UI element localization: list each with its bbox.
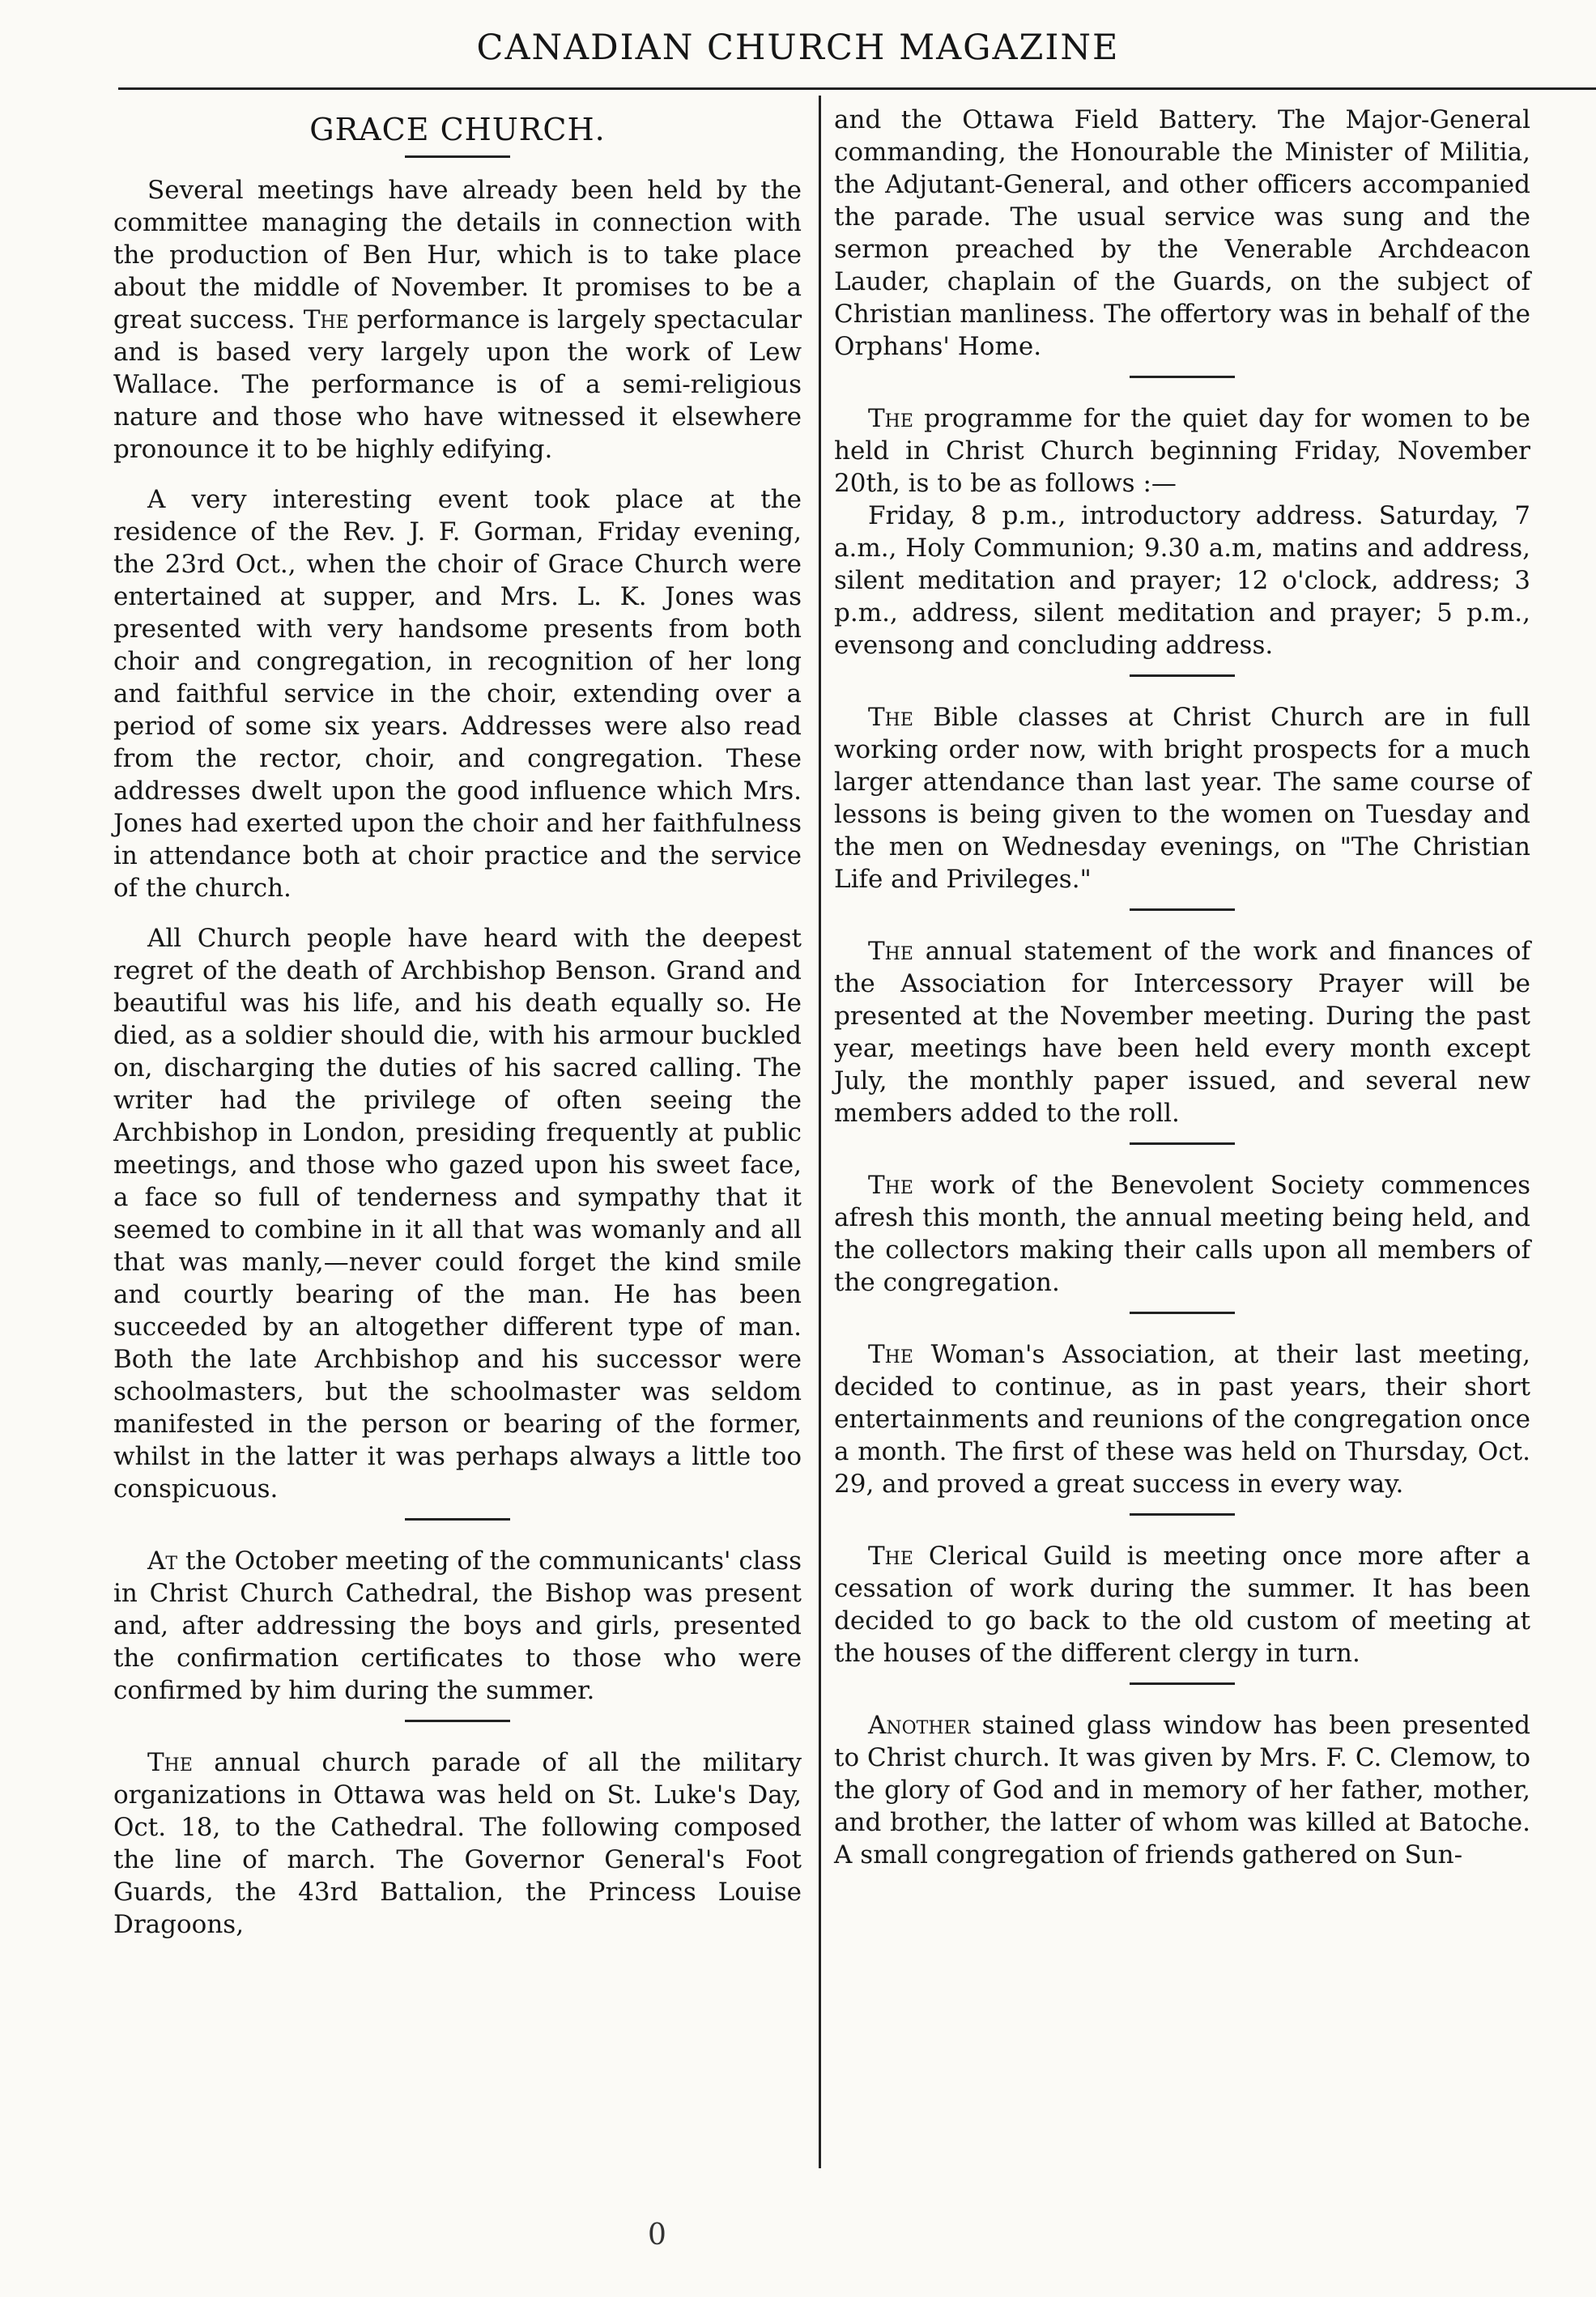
separator bbox=[1130, 674, 1235, 677]
paragraph-benevolent-society: The work of the Benevolent Society commences afresh this month, the annual meeting being held, and the collectors making their calls upon all members of the congregation. bbox=[834, 1171, 1530, 1297]
folio-mark: 0 bbox=[648, 2218, 666, 2252]
separator bbox=[1130, 376, 1235, 378]
right-column bbox=[834, 104, 1530, 1871]
masthead: CANADIAN CHURCH MAGAZINE bbox=[476, 28, 1120, 68]
section-title: GRACE CHURCH. bbox=[309, 112, 606, 147]
paragraph-church-parade: The annual church parade of all the military organizations in Ottawa was held on St. Luke's Day, Oct. 18, to the Cathedral. The following composed the line of march. The Governor General's Foot Guards, the 43rd Battalion, the Princess Louise Dragoons, bbox=[113, 1747, 802, 1939]
separator bbox=[1130, 1682, 1235, 1685]
paragraph-clerical-guild: The Clerical Guild is meeting once more after a cessation of work during the summer. It has been decided to go back to the old custom of meeting at the houses of the different clergy in turn. bbox=[834, 1542, 1530, 1668]
paragraph-quiet-day-schedule: Friday, 8 p.m., introductory address. Saturday, 7 a.m., Holy Communion; 9.30 a.m, matins and address, silent meditation and prayer; 12 o'clock, address; 3 p.m., address, silent meditation and prayer; 5 p.m., evensong and concluding address. bbox=[834, 501, 1530, 660]
separator bbox=[1130, 1142, 1235, 1145]
paragraph-communicants-class: At the October meeting of the communicants' class in Christ Church Cathedral, the Bishop was present and, after addressing the boys and girls, presented the confirmation certificates to those who were confirmed by him during the summer. bbox=[113, 1546, 802, 1705]
paragraph-choir-supper: A very interesting event took place at the residence of the Rev. J. F. Gorman, Friday evening, the 23rd Oct., when the choir of Grace Church were entertained at supper, and Mrs. L. K. Jones was presented with very handsome presents from both choir and congregation, in recognition of her long and faithful service in the choir, extending over a period of some six years. Addresses were also read from the rector, choir, and congregation. These addresses dwelt upon the good influence which Mrs. Jones had exerted upon the choir and her faithfulness in attendance both at choir practice and the service of the church. bbox=[113, 484, 802, 903]
separator bbox=[1130, 1312, 1235, 1314]
separator bbox=[405, 1720, 510, 1722]
paragraph-ben-hur: Several meetings have already been held by the committee managing the details in connection with the production of Ben Hur, which is to take place about the middle of November. It promises to be a great success. The performance is largely spectacular and is based very largely upon the work of Lew Wallace. The performance is of a semi-religious nature and those who have witnessed it elsewhere pronounce it to be highly edifying. bbox=[113, 175, 802, 464]
paragraph-parade-continued: and the Ottawa Field Battery. The Major-General commanding, the Honourable the Minister of Militia, the Adjutant-General, and other officers accompanied the parade. The usual service was sung and the sermon preached by the Venerable Archdeacon Lauder, chaplain of the Guards, on the subject of Christian manliness. The offertory was in behalf of the Orphans' Home. bbox=[834, 105, 1530, 361]
paragraph-bible-classes: The Bible classes at Christ Church are in full working order now, with bright prospects for a much larger attendance than last year. The same course of lessons is being given to the women on Tuesday and the men on Wednesday evenings, on "The Christian Life and Privileges." bbox=[834, 703, 1530, 894]
paragraph-quiet-day: The programme for the quiet day for women to be held in Christ Church beginning Friday, November 20th, is to be as follows :— bbox=[834, 404, 1530, 498]
paragraph-intercessory-prayer: The annual statement of the work and finances of the Association for Intercessory Prayer will be presented at the November meeting. During the past year, meetings have been held every month except July, the monthly paper issued, and several new members added to the roll. bbox=[834, 937, 1530, 1128]
separator bbox=[1130, 1513, 1235, 1516]
paragraph-archbishop-benson: All Church people have heard with the deepest regret of the death of Archbishop Benson. Grand and beautiful was his life, and his death equally so. He died, as a soldier should die, with his armour buckled on, discharging the duties of his sacred calling. The writer had the privilege of often seeing the Archbishop in London, presiding frequently at public meetings, and those who gazed upon his sweet face, a face so full of tenderness and sympathy that it seemed to combine in it all that was womanly and all that was manly,—never could forget the kind smile and courtly bearing of the man. He has been succeeded by an altogether different type of man. Both the late Archbishop and his successor were schoolmasters, but the schoolmaster was seldom manifested in the person or bearing of the former, whilst in the latter it was perhaps always a little too conspicuous. bbox=[113, 923, 802, 1504]
separator bbox=[405, 1518, 510, 1521]
separator bbox=[1130, 908, 1235, 911]
left-column bbox=[113, 104, 802, 1941]
masthead-rule bbox=[118, 87, 1596, 90]
separator bbox=[405, 155, 510, 158]
column-divider bbox=[819, 96, 821, 2168]
paragraph-stained-glass: Another stained glass window has been presented to Christ church. It was given by Mrs. F. C. Clemow, to the glory of God and in memory of her father, mother, and brother, the latter of whom was killed at Batoche. A small congregation of friends gathered on Sun- bbox=[834, 1711, 1530, 1870]
paragraph-womans-association: The Woman's Association, at their last meeting, decided to continue, as in past years, their short entertainments and reunions of the congregation once a month. The first of these was held on Thursday, Oct. 29, and proved a great success in every way. bbox=[834, 1340, 1530, 1499]
